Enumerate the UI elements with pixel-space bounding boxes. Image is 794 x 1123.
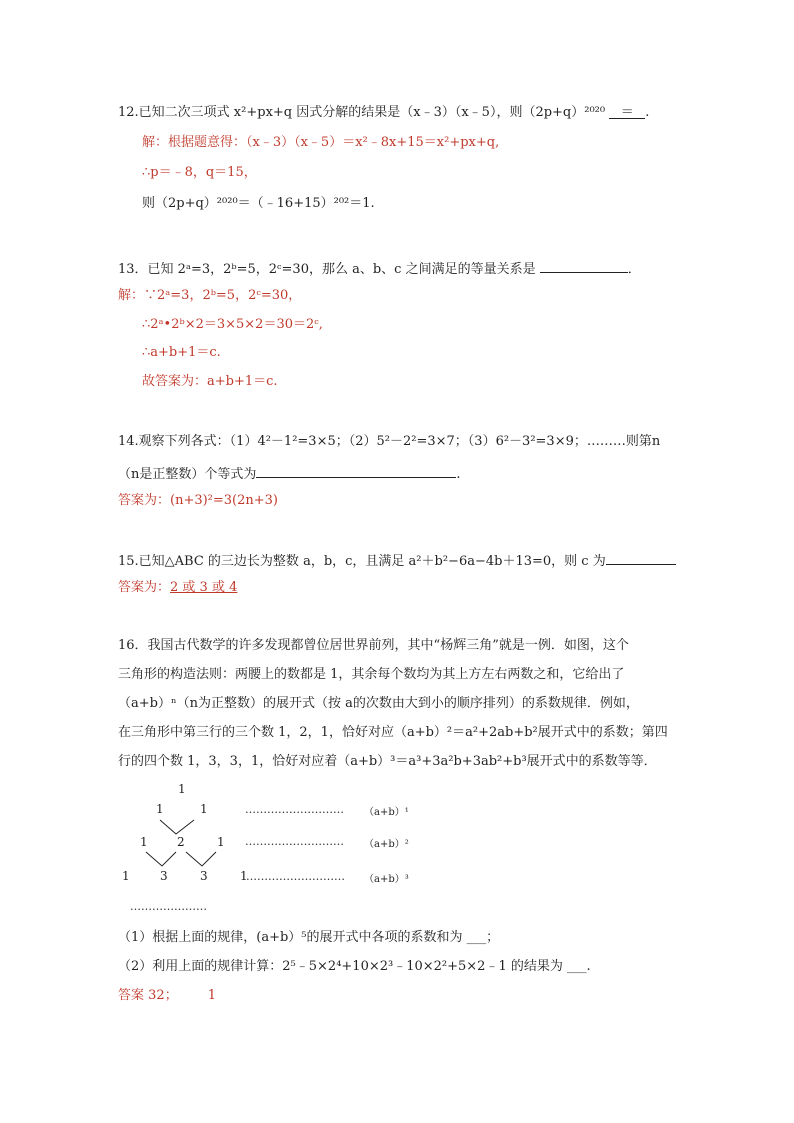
triangle-dots-row1: ……………………… <box>245 803 344 816</box>
triangle-bottom-dots: ………………… <box>130 900 207 913</box>
q16-paragraph-line-3: （a+b）ⁿ（n为正整数）的展开式（按 a的次数由大到小的顺序排列）的系数规律．例如， <box>118 696 639 711</box>
triangle-expr-row3: （a+b）³ <box>364 874 409 885</box>
q14-stem-2: （n是正整数）个等式为 . <box>118 463 461 484</box>
triangle-row2-num: 1 <box>217 835 225 849</box>
q16-sub-question-2: （2）利用上面的规律计算：2⁵﹣5×2⁴+10×2³﹣10×2²+5×2﹣1 的结果为 ___. <box>118 959 591 974</box>
triangle-expr-row1: （a+b）¹ <box>364 807 409 818</box>
q14-answer: 答案为：(n+3)²=3(2n+3) <box>118 493 279 508</box>
q12-solution-line-2: ∴p＝﹣8，q＝15， <box>142 165 257 180</box>
triangle-row3-num: 1 <box>122 869 130 883</box>
triangle-row2-num: 1 <box>140 835 148 849</box>
q16-answer-2: 1 <box>207 988 216 1003</box>
q15-answer-value: 2 或 3 或 4 <box>170 580 238 595</box>
q16-answer-1: 32； <box>148 988 178 1003</box>
q15-stem: 15.已知△ABC 的三边长为整数 a，b，c，且满足 a²＋b²−6a−4b＋13=0，则 c 为 <box>118 550 676 571</box>
triangle-row1-num: 1 <box>200 802 208 816</box>
triangle-row0-num: 1 <box>178 782 186 796</box>
q15-answer: 答案为：2 或 3 或 4 <box>118 580 238 595</box>
q14-answer-blank <box>256 463 456 478</box>
triangle-row3-num: 3 <box>200 869 208 883</box>
q12-answer-blank: ＝ <box>609 104 645 119</box>
triangle-dots-row3: ……………………… <box>246 870 345 883</box>
q16-paragraph-line-1: 16．我国古代数学的许多发现都曾位居世界前列，其中“杨辉三角”就是一例．如图，这个 <box>118 638 629 653</box>
q13-solution-line-4: 故答案为：a+b+1＝c. <box>142 374 278 389</box>
q16-answer: 答案 32； 1 <box>118 988 216 1003</box>
q13-solution-line-3: ∴a+b+1＝c. <box>142 345 221 360</box>
q12-solution-line-3: 则（2p+q）²⁰²⁰＝（﹣16+15）²⁰²＝1. <box>142 196 375 211</box>
q14-stem: 14.观察下列各式：（1）4²－1²=3×5；（2）5²－2²=3×7；（3）6²－3²=3×9；………则第n <box>118 434 661 449</box>
triangle-row3-num: 1 <box>240 869 248 883</box>
q16-paragraph-line-2: 三角形的构造法则：两腰上的数都是 1，其余每个数均为其上方左右两数之和，它给出了 <box>118 667 625 682</box>
triangle-row1-num: 1 <box>156 802 164 816</box>
q16-paragraph-line-5: 行的四个数 1，3，3，1，恰好对应着（a+b）³＝a³+3a²b+3ab²+b³展开式中的系数等等． <box>118 754 657 769</box>
q12-stem: 12.已知二次三项式 x²+px+q 因式分解的结果是（x﹣3）（x﹣5），则（2p+q）²⁰²⁰ ＝ . <box>118 105 650 120</box>
triangle-row2-num: 2 <box>177 835 185 849</box>
triangle-expr-row2: （a+b）² <box>364 839 409 850</box>
triangle-row3-num: 3 <box>160 869 168 883</box>
q15-answer-blank <box>606 550 676 565</box>
triangle-dots-row2: ……………………… <box>245 835 344 848</box>
q16-paragraph-line-4: 在三角形中第三行的三个数 1，2，1，恰好对应（a+b）²＝a²+2ab+b²展开式中的系数；第四 <box>118 725 668 740</box>
q12-solution-line-1: 解：根据题意得：（x﹣3）（x﹣5）＝x²﹣8x+15＝x²+px+q, <box>142 135 500 150</box>
q13-solution-line-1: 解：∵2ᵃ=3，2ᵇ=5，2ᶜ=30， <box>118 288 302 303</box>
q16-sub-question-1: （1）根据上面的规律，(a+b）⁵的展开式中各项的系数和为 ___； <box>118 930 500 945</box>
q13-solution-line-2: ∴2ᵃ•2ᵇ×2＝3×5×2＝30＝2ᶜ, <box>142 317 323 332</box>
q13-answer-blank <box>540 258 628 273</box>
q13-stem: 13．已知 2ᵃ=3，2ᵇ=5，2ᶜ=30，那么 a、b、c 之间满足的等量关系是 ． <box>118 258 641 279</box>
